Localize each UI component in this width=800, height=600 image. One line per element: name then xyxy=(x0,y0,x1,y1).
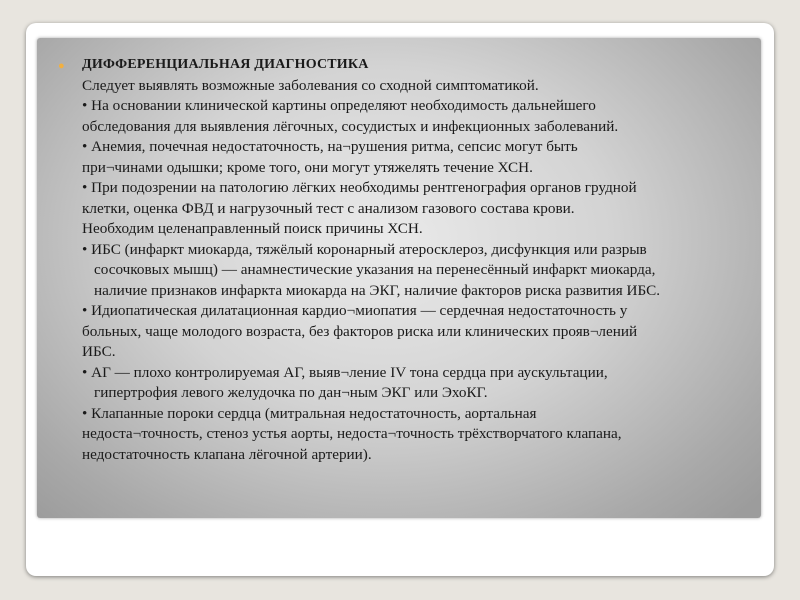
text-lines xyxy=(82,76,762,466)
slide-title: ДИФФЕРЕНЦИАЛЬНАЯ ДИАГНОСТИКА xyxy=(82,57,369,72)
text-line: обследования для выявления лёгочных, сосудистых и инфекционных заболеваний. xyxy=(82,117,619,135)
text-line: • На основании клинической картины определяют необходимость дальнейшего xyxy=(82,97,596,114)
text-line: • Идиопатическая дилатационная кардио¬миопатия — сердечная недостаточность у xyxy=(82,302,628,319)
text-line: недоста¬точность, стеноз устья аорты, недоста¬точность трёхстворчатого клапана, xyxy=(82,425,622,442)
text-line: недостаточность клапана лёгочной артерии). xyxy=(82,445,372,463)
text-line: Следует выявлять возможные заболевания со сходной симптоматикой. xyxy=(82,76,539,94)
text-line: сосочковых мышц) — анамнестические указания на перенесённый инфаркт миокарда, xyxy=(94,261,656,278)
text-line: при¬чинами одышки; кроме того, они могут утяжелять течение ХСН. xyxy=(82,158,533,176)
text-line: ИБС. xyxy=(82,343,116,360)
text-line: наличие признаков инфаркта миокарда на ЭКГ, наличие факторов риска развития ИБС. xyxy=(94,281,661,299)
bullet-icon: ● xyxy=(58,60,65,72)
text-line: • Анемия, почечная недостаточность, на¬рушения ритма, сепсис могут быть xyxy=(82,138,578,155)
slide-content xyxy=(82,55,762,465)
text-line: • АГ — плохо контролируемая АГ, выяв¬ление IV тона сердца при аускультации, xyxy=(82,363,608,381)
text-line: клетки, оценка ФВД и нагрузочный тест с анализом газового состава крови. xyxy=(82,199,575,217)
text-line: • Клапанные пороки сердца (митральная недостаточность, аортальная xyxy=(82,404,537,422)
text-line: Необходим целенаправленный поиск причины ХСН. xyxy=(82,220,423,237)
text-line: • ИБС (инфаркт миокарда, тяжёлый коронарный атеросклероз, дисфункция или разрыв xyxy=(82,240,647,258)
text-line: • При подозрении на патологию лёгких необходимы рентгенография органов грудной xyxy=(82,179,637,196)
text-line: больных, чаще молодого возраста, без факторов риска или клинических прояв¬лений xyxy=(82,322,638,340)
text-line: гипертрофия левого желудочка по дан¬ным ЭКГ или ЭхоКГ. xyxy=(94,384,488,401)
